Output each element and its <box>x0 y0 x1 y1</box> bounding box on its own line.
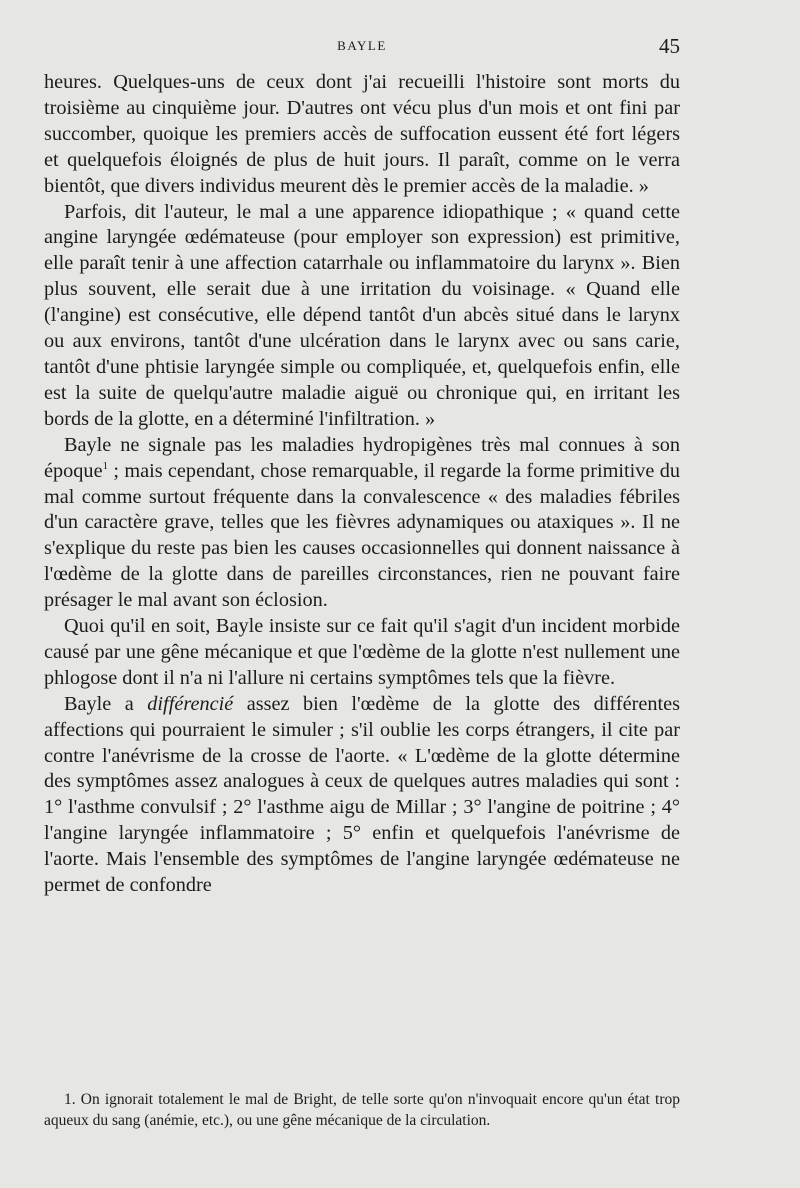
body-text <box>44 70 680 899</box>
page-number: 45 <box>659 34 680 58</box>
footnote-text: 1. On ignorait totalement le mal de Bright, de telle sorte qu'on n'invoquait encore qu'un état trop aqueux du sang (anémie, etc.), ou une gêne mécanique de la circulation. <box>44 1091 680 1129</box>
paragraph-3-text-a: Bayle ne signale pas les maladies hydropigènes très mal connues à son époque <box>44 433 680 482</box>
running-head: BAYLE <box>337 38 387 53</box>
paragraph-1: heures. Quelques-uns de ceux dont j'ai recueilli l'histoire sont morts du troisième au cinquième jour. D'autres ont vécu plus d'un mois et ont fini par succomber, quoique les premiers accès de suffocation eussent été fort légers et quelquefois éloignés de plus de huit jours. Il paraît, comme on le verra bientôt, que divers individus meurent dès le premier accès de la maladie. » <box>44 71 680 197</box>
page-header <box>44 34 680 58</box>
paragraph-4: Quoi qu'il en soit, Bayle insiste sur ce fait qu'il s'agit d'un incident morbide causé par une gêne mécanique et que l'œdème de la glotte n'est nullement une phlogose dont il n'a ni l'allure ni certains symptômes tels que la fièvre. <box>44 615 680 689</box>
paragraph-3-text-b: ; mais cependant, chose remarquable, il regarde la forme primitive du mal comme surtout fréquente dans la convalescence « des maladies fébriles d'un caractère grave, telles que les fièvres adynamiques ou ataxiques ». Il ne s'explique du reste pas bien les causes occasionnelles qui donnent naissance à l'œdème de la glotte dans de pareilles circonstances, rien ne pouvant faire présager le mal avant son éclosion. <box>44 459 680 612</box>
paragraph-5 <box>44 692 680 899</box>
paragraph-2: Parfois, dit l'auteur, le mal a une apparence idiopathique ; « quand cette angine laryngée œdémateuse (pour employer son expression) est primitive, elle paraît tenir à une affection catarrhale ou inflammatoire du larynx ». Bien plus souvent, elle serait due à une irritation du voisinage. « Quand elle (l'angine) est consécutive, elle dépend tantôt d'un abcès situé dans le larynx ou aux environs, tantôt d'une ulcération dans le larynx avec ou sans carie, tantôt d'une phtisie laryngée simple ou compliquée, et, quelquefois enfin, elle est la suite de quelqu'autre maladie aiguë ou chronique qui, en irritant les bords de la glotte, en a déterminé l'infiltration. » <box>44 200 680 430</box>
footnote-reference: 1 <box>102 459 109 472</box>
emphasized-word: différencié <box>147 692 234 715</box>
paragraph-3 <box>44 433 680 614</box>
footnote <box>44 1089 680 1131</box>
paragraph-5-text-a: Bayle a <box>64 692 148 715</box>
paragraph-5-text-b: assez bien l'œdème de la glotte des différentes affections qui pourraient le simuler ; s'il oublie les corps étrangers, il cite par contre l'anévrisme de la crosse de l'aorte. « L'œdème de la glotte détermine des symptômes assez analogues à ceux de quelques autres maladies qui sont : 1° l'asthme convulsif ; 2° l'asthme aigu de Millar ; 3° l'angine de poitrine ; 4° l'angine laryngée inflammatoire ; 5° enfin et quelquefois l'anévrisme de l'aorte. Mais l'ensemble des symptômes de l'angine laryngée œdémateuse ne permet de confondre <box>44 692 680 897</box>
